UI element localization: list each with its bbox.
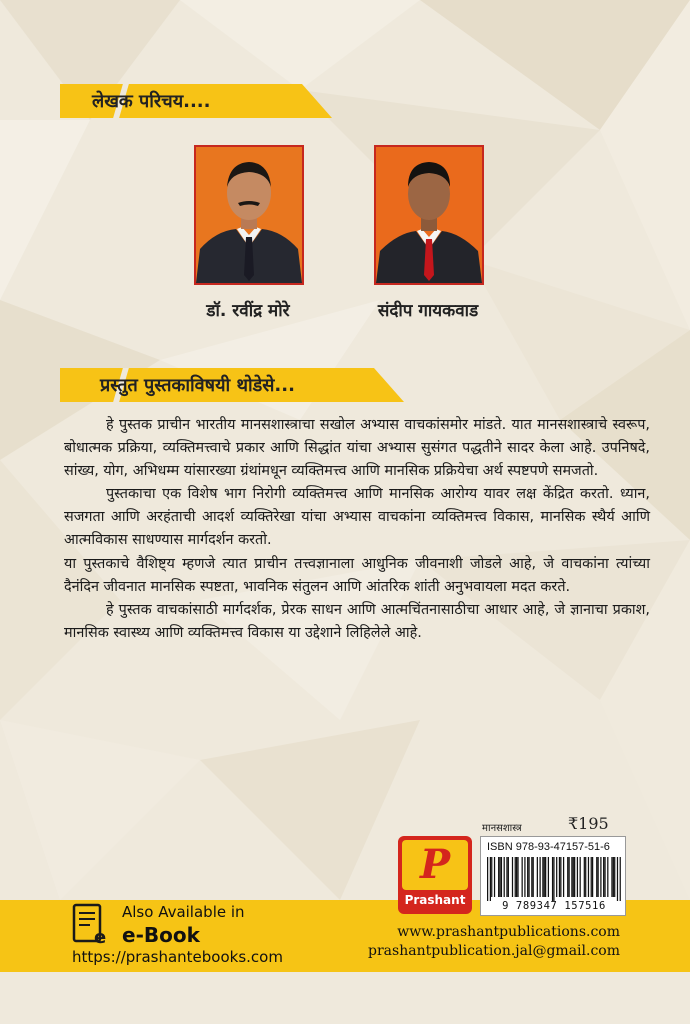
logo-letter: P xyxy=(419,841,451,888)
barcode-digits: 9 789347 157516 xyxy=(502,900,606,912)
ebook-url-link[interactable]: https://prashantebooks.com xyxy=(72,948,283,966)
author-intro-heading: लेखक परिचय.... xyxy=(92,91,211,112)
barcode-box xyxy=(480,836,626,916)
svg-text:e: e xyxy=(94,927,107,947)
description-paragraph-1: हे पुस्तक प्राचीन भारतीय मानसशास्त्राचा सखोल अभ्यास वाचकांसमोर मांडते. यात मानसशास्त्राचे स्वरूप, बोधात्मक प्रक्रिया, व्यक्तिमत्त्वाचे प्रकार आणि सिद्धांत यांचा अभ्यास सुसंगत पद्धतीने सादर केला आहे. उपनिषदे, सांख्य, योग, अभिधम्म यांसारख्या ग्रंथांमधून व्यक्तिमत्त्व आणि मानसिक प्रक्रियेचा अर्थ स्पष्टपणे समजतो. xyxy=(64,417,650,480)
publisher-website-link[interactable]: www.prashantpublications.com xyxy=(397,924,620,940)
author-portrait-1 xyxy=(196,147,302,283)
logo-text: Prashant xyxy=(404,893,466,907)
author-name-2: संदीप गायकवाड xyxy=(377,301,479,321)
bottom-strip xyxy=(0,972,690,1024)
author-portrait-2 xyxy=(376,147,482,283)
description-paragraph-4: हे पुस्तक वाचकांसाठी मार्गदर्शक, प्रेरक साधन आणि आत्मचिंतनासाठीचा आधार आहे, जे ज्ञानाचा प्रकाश, मानसिक स्वास्थ्य आणि व्यक्तिमत्त्व विकास या उद्देशाने लिहिलेले आहे. xyxy=(64,601,650,641)
logo-inner xyxy=(402,840,468,890)
description-paragraph-3: या पुस्तकाचे वैशिष्ट्य म्हणजे त्यात प्राचीन तत्त्वज्ञानाला आधुनिक जीवनाशी जोडले आहे, जे वाचकांना त्यांच्या दैनंदिन जीवनात मानसिक स्पष्टता, भावनिक संतुलन आणि आंतरिक शांती अनुभवायला मदत करते. xyxy=(64,555,650,595)
book-description xyxy=(64,414,650,645)
ebook-availability-text: Also Available in xyxy=(122,903,245,921)
isbn-number: ISBN 978-93-47157-51-6 xyxy=(487,841,610,853)
book-price: ₹195 xyxy=(568,814,609,833)
ebook-label: e-Book xyxy=(122,923,200,947)
book-category: मानसशास्त्र xyxy=(482,823,522,834)
author-photo-1 xyxy=(194,145,304,285)
ebook-icon xyxy=(72,903,108,947)
author-name-1: डॉ. रवींद्र मोरे xyxy=(206,301,290,321)
author-photo-2 xyxy=(374,145,484,285)
description-paragraph-2: पुस्तकाचा एक विशेष भाग निरोगी व्यक्तिमत्त्व आणि मानसिक आरोग्य यावर लक्ष केंद्रित करतो. ध्यान, सजगता आणि अरहंताची आदर्श व्यक्तिरेखा यांचा अभ्यास वाचकांना व्यक्तिमत्त्व विकास, मानसिक स्थैर्य आणि आत्मविकास साधण्यास मार्गदर्शन करतो. xyxy=(64,486,650,549)
barcode-icon xyxy=(487,857,621,901)
publisher-logo xyxy=(398,836,472,914)
publisher-email-link[interactable]: prashantpublication.jal@gmail.com xyxy=(368,943,620,959)
about-book-heading: प्रस्तुत पुस्तकाविषयी थोडेसे... xyxy=(100,375,295,396)
